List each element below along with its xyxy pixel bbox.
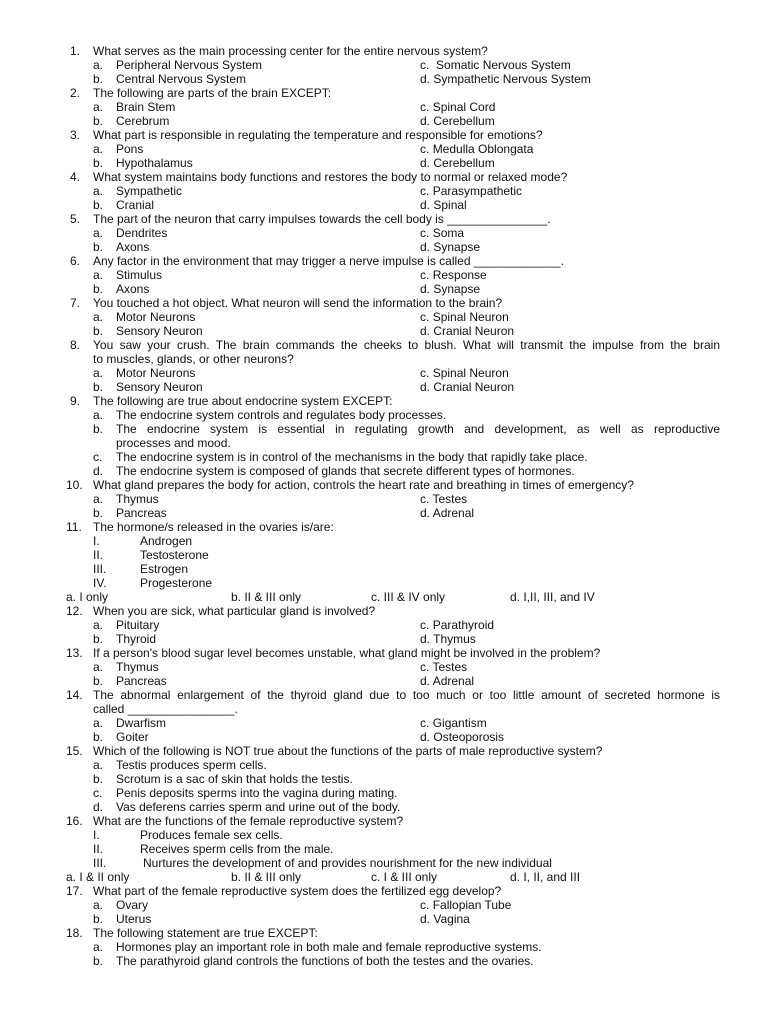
question-14-continued: called ________________. [93,702,238,716]
question-3: 3. What part is responsible in regulating the temperature and responsible for emotions? [69,128,543,142]
option-row: a. Brain Stem c. Spinal Cord [93,100,496,114]
roman-item: II. Receives sperm cells from the male. [93,842,334,856]
question-16: 16. What are the functions of the female reproductive system? [66,814,404,828]
option-row: b. Pancreas d. Adrenal [93,674,475,688]
option-row: a. Motor Neurons c. Spinal Neuron [93,366,509,380]
option-row: b. Axons d. Synapse [93,240,481,254]
option-row: b. Central Nervous System d. Sympathetic Nervous System [93,72,591,86]
option-row: b. The parathyroid gland controls the functions of both the testes and the ovaries. [93,954,534,968]
choice-row: a. I & II only b. II & III only c. I & III only d. I, II, and III [66,870,581,884]
question-1: 1. What serves as the main processing center for the entire nervous system? [69,44,488,58]
roman-item: I. Androgen [93,534,193,548]
option-row: a. Stimulus c. Response [93,268,487,282]
question-10: 10. What gland prepares the body for action, controls the heart rate and breathing in times of emergency? [66,478,634,492]
quiz-page [0,44,768,968]
option-row: c. Penis deposits sperms into the vagina during mating. [93,786,398,800]
question-18: 18. The following statement are true EXCEPT: [66,926,318,940]
roman-item: III. Estrogen [93,562,189,576]
option-row: a. Ovary c. Fallopian Tube [93,898,512,912]
question-11: 11. The hormone/s released in the ovaries is/are: [66,520,334,534]
roman-item: II. Testosterone [93,548,209,562]
option-row: b. Sensory Neuron d. Cranial Neuron [93,324,515,338]
option-row: a. Sympathetic c. Parasympathetic [93,184,523,198]
question-2: 2. The following are parts of the brain EXCEPT: [69,86,332,100]
option-row-continued: processes and mood. [116,436,231,450]
option-row: c. The endocrine system is in control of the mechanisms in the body that rapidly take place. [93,450,588,464]
option-row: b. Hypothalamus d. Cerebellum [93,156,495,170]
question-8: 8. You saw your crush. The brain commands the cheeks to blush. What will transmit the impulse from the brain [69,338,720,352]
option-row: a. Testis produces sperm cells. [93,758,267,772]
option-row: d. The endocrine system is composed of glands that secrete different types of hormones. [93,464,575,478]
option-row: b. Scrotum is a sac of skin that holds the testis. [93,772,353,786]
option-row: b. Cranial d. Spinal [93,198,467,212]
question-12: 12. When you are sick, what particular gland is involved? [66,604,376,618]
choice-row: a. I only b. II & III only c. III & IV only d. I,II, III, and IV [66,590,595,604]
option-row: a. Peripheral Nervous System c. Somatic Nervous System [93,58,571,72]
question-15: 15. Which of the following is NOT true about the functions of the parts of male reproductive system? [66,744,603,758]
question-5: 5. The part of the neuron that carry impulses towards the cell body is _______________. [69,212,551,226]
roman-item: I. Produces female sex cells. [93,828,283,842]
option-row: a. Dwarfism c. Gigantism [93,716,487,730]
option-row: a. Dendrites c. Soma [93,226,465,240]
question-14: 14. The abnormal enlargement of the thyroid gland due to too much or too little amount of secreted hormone is [66,688,720,702]
option-row: b. Pancreas d. Adrenal [93,506,475,520]
option-row: d. Vas deferens carries sperm and urine out of the body. [93,800,401,814]
roman-item: III. Nurtures the development of and provides nourishment for the new individual [93,856,552,870]
option-row: a. Pons c. Medulla Oblongata [93,142,534,156]
question-4: 4. What system maintains body functions and restores the body to normal or relaxed mode? [69,170,568,184]
question-7: 7. You touched a hot object. What neuron will send the information to the brain? [69,296,503,310]
roman-item: IV. Progesterone [93,576,213,590]
question-13: 13. If a person's blood sugar level becomes unstable, what gland might be involved in the problem? [66,646,601,660]
option-row: b. Cerebrum d. Cerebellum [93,114,495,128]
option-row: b. Uterus d. Vagina [93,912,470,926]
question-6: 6. Any factor in the environment that may trigger a nerve impulse is called _____________. [69,254,564,268]
option-row: b. The endocrine system is essential in regulating growth and development, as well as reproductive [93,422,720,436]
option-row: a. Motor Neurons c. Spinal Neuron [93,310,509,324]
question-8-continued: to muscles, glands, or other neurons? [93,352,294,366]
question-9: 9. The following are true about endocrine system EXCEPT: [69,394,393,408]
option-row: a. Thymus c. Testes [93,660,468,674]
option-row: b. Thyroid d. Thymus [93,632,476,646]
option-row: b. Axons d. Synapse [93,282,481,296]
option-row: b. Sensory Neuron d. Cranial Neuron [93,380,515,394]
option-row: a. The endocrine system controls and regulates body processes. [93,408,447,422]
question-17: 17. What part of the female reproductive system does the fertilized egg develop? [66,884,502,898]
option-row: b. Goiter d. Osteoporosis [93,730,505,744]
option-row: a. Hormones play an important role in both male and female reproductive systems. [93,940,542,954]
option-row: a. Thymus c. Testes [93,492,468,506]
option-row: a. Pituitary c. Parathyroid [93,618,495,632]
